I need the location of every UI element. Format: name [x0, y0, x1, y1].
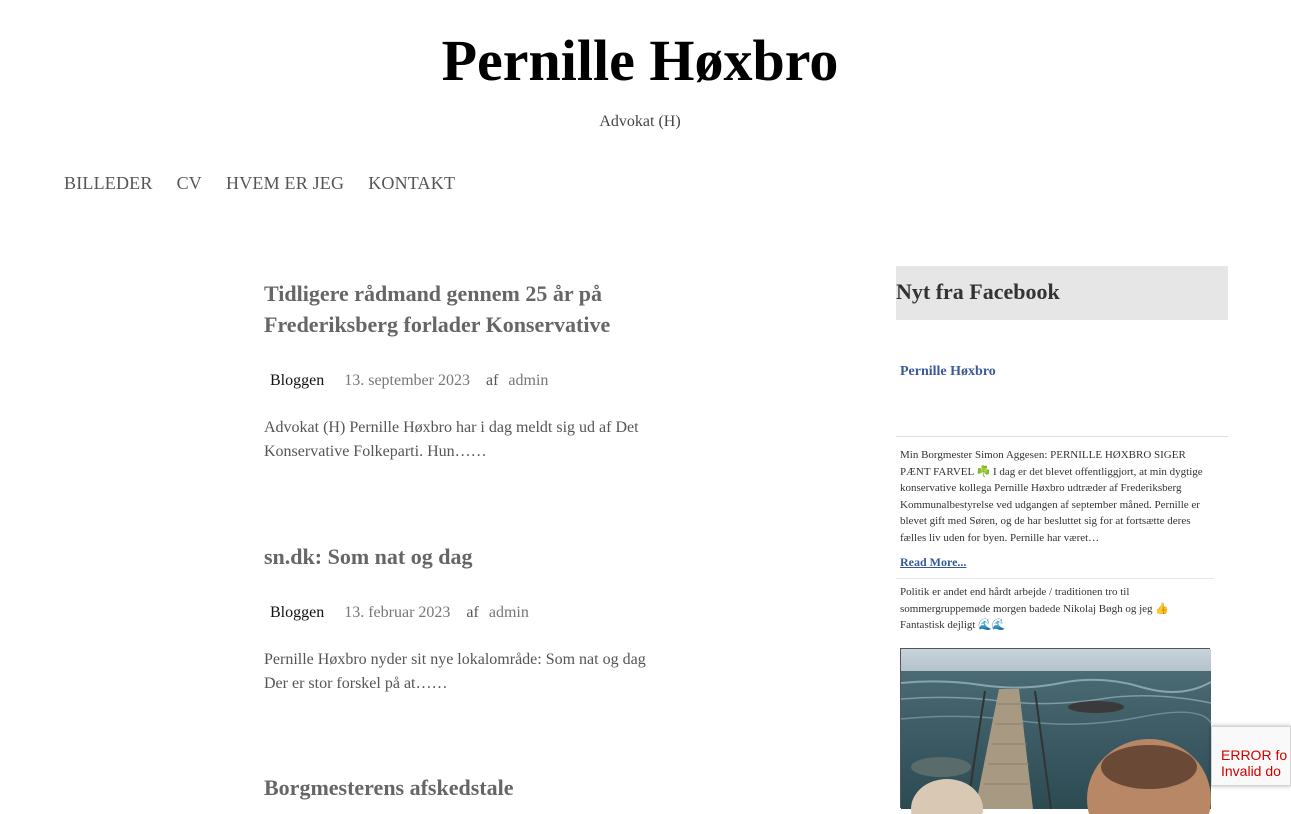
post-by-label: af [466, 604, 479, 621]
recaptcha-badge[interactable] [1211, 726, 1291, 786]
post-author[interactable]: admin [488, 604, 529, 621]
nav-item-hvem-er-jeg[interactable]: HVEM ER JEG [226, 173, 345, 193]
post-category[interactable]: Bloggen [270, 372, 325, 389]
post-title[interactable]: Tidligere rådmand gennem 25 år på Frederiksberg forlader Konservative [264, 281, 611, 337]
post-date[interactable]: 13. februar 2023 [344, 604, 451, 621]
divider [896, 578, 1214, 579]
sea-pier-photo-image [901, 649, 1211, 809]
widget-header [896, 266, 1228, 320]
divider [896, 436, 1228, 437]
nav-item-billeder[interactable]: BILLEDER [64, 173, 153, 193]
facebook-post-photo[interactable] [900, 648, 1210, 808]
post-date[interactable]: 13. september 2023 [344, 372, 470, 389]
post-title[interactable]: Borgmesterens afskedstale [264, 775, 514, 800]
site-title[interactable]: Pernille Høxbro [441, 28, 839, 93]
recaptcha-error-line: Invalid do [1221, 763, 1281, 779]
facebook-post-text: Min Borgmester Simon Aggesen: PERNILLE HØXBRO SIGER PÆNT FARVEL ☘️ I dag er det blevet offentliggjort, at min dygtige konservative kollega Pernille Høxbro udtræder af Frederiksberg Kommunalbestyrelse ved udgangen af september måned. Pernille er blevet gift med Søren, og de har besluttet sig for at fortsætte deres fælles liv uden for byen. Pernille har været… [900, 449, 1203, 544]
post-author[interactable]: admin [508, 372, 549, 389]
site-tagline: Advokat (H) [599, 113, 681, 130]
post-title[interactable]: sn.dk: Som nat og dag [264, 544, 473, 569]
main-nav [64, 173, 455, 194]
post [264, 772, 654, 803]
recaptcha-error-line: ERROR fo [1221, 747, 1288, 763]
facebook-post-text: Politik er andet end hårdt arbejde / traditionen tro til sommergruppemøde morgen badede Nikolaj Bøgh og jeg 👍 Fantastisk dejligt 🌊🌊 [900, 586, 1169, 631]
post-by-label: af [485, 372, 499, 389]
nav-item-cv[interactable]: CV [176, 173, 202, 193]
nav-item-kontakt[interactable]: KONTAKT [368, 173, 456, 193]
widget-title: Nyt fra Facebook [896, 279, 1060, 304]
read-more-link[interactable]: Read More... [900, 555, 967, 569]
post-excerpt: Pernille Høxbro nyder sit nye lokalområde: Som nat og dag Der er stor forskel på at…… [264, 651, 646, 692]
post [264, 278, 654, 464]
post-meta [264, 604, 654, 622]
post [264, 541, 654, 696]
post-excerpt: Advokat (H) Pernille Høxbro har i dag meldt sig ud af Det Konservative Folkeparti. Hun…… [264, 419, 639, 460]
post-category[interactable]: Bloggen [270, 604, 325, 621]
post-meta [264, 372, 654, 390]
facebook-page-link[interactable]: Pernille Høxbro [900, 364, 996, 379]
